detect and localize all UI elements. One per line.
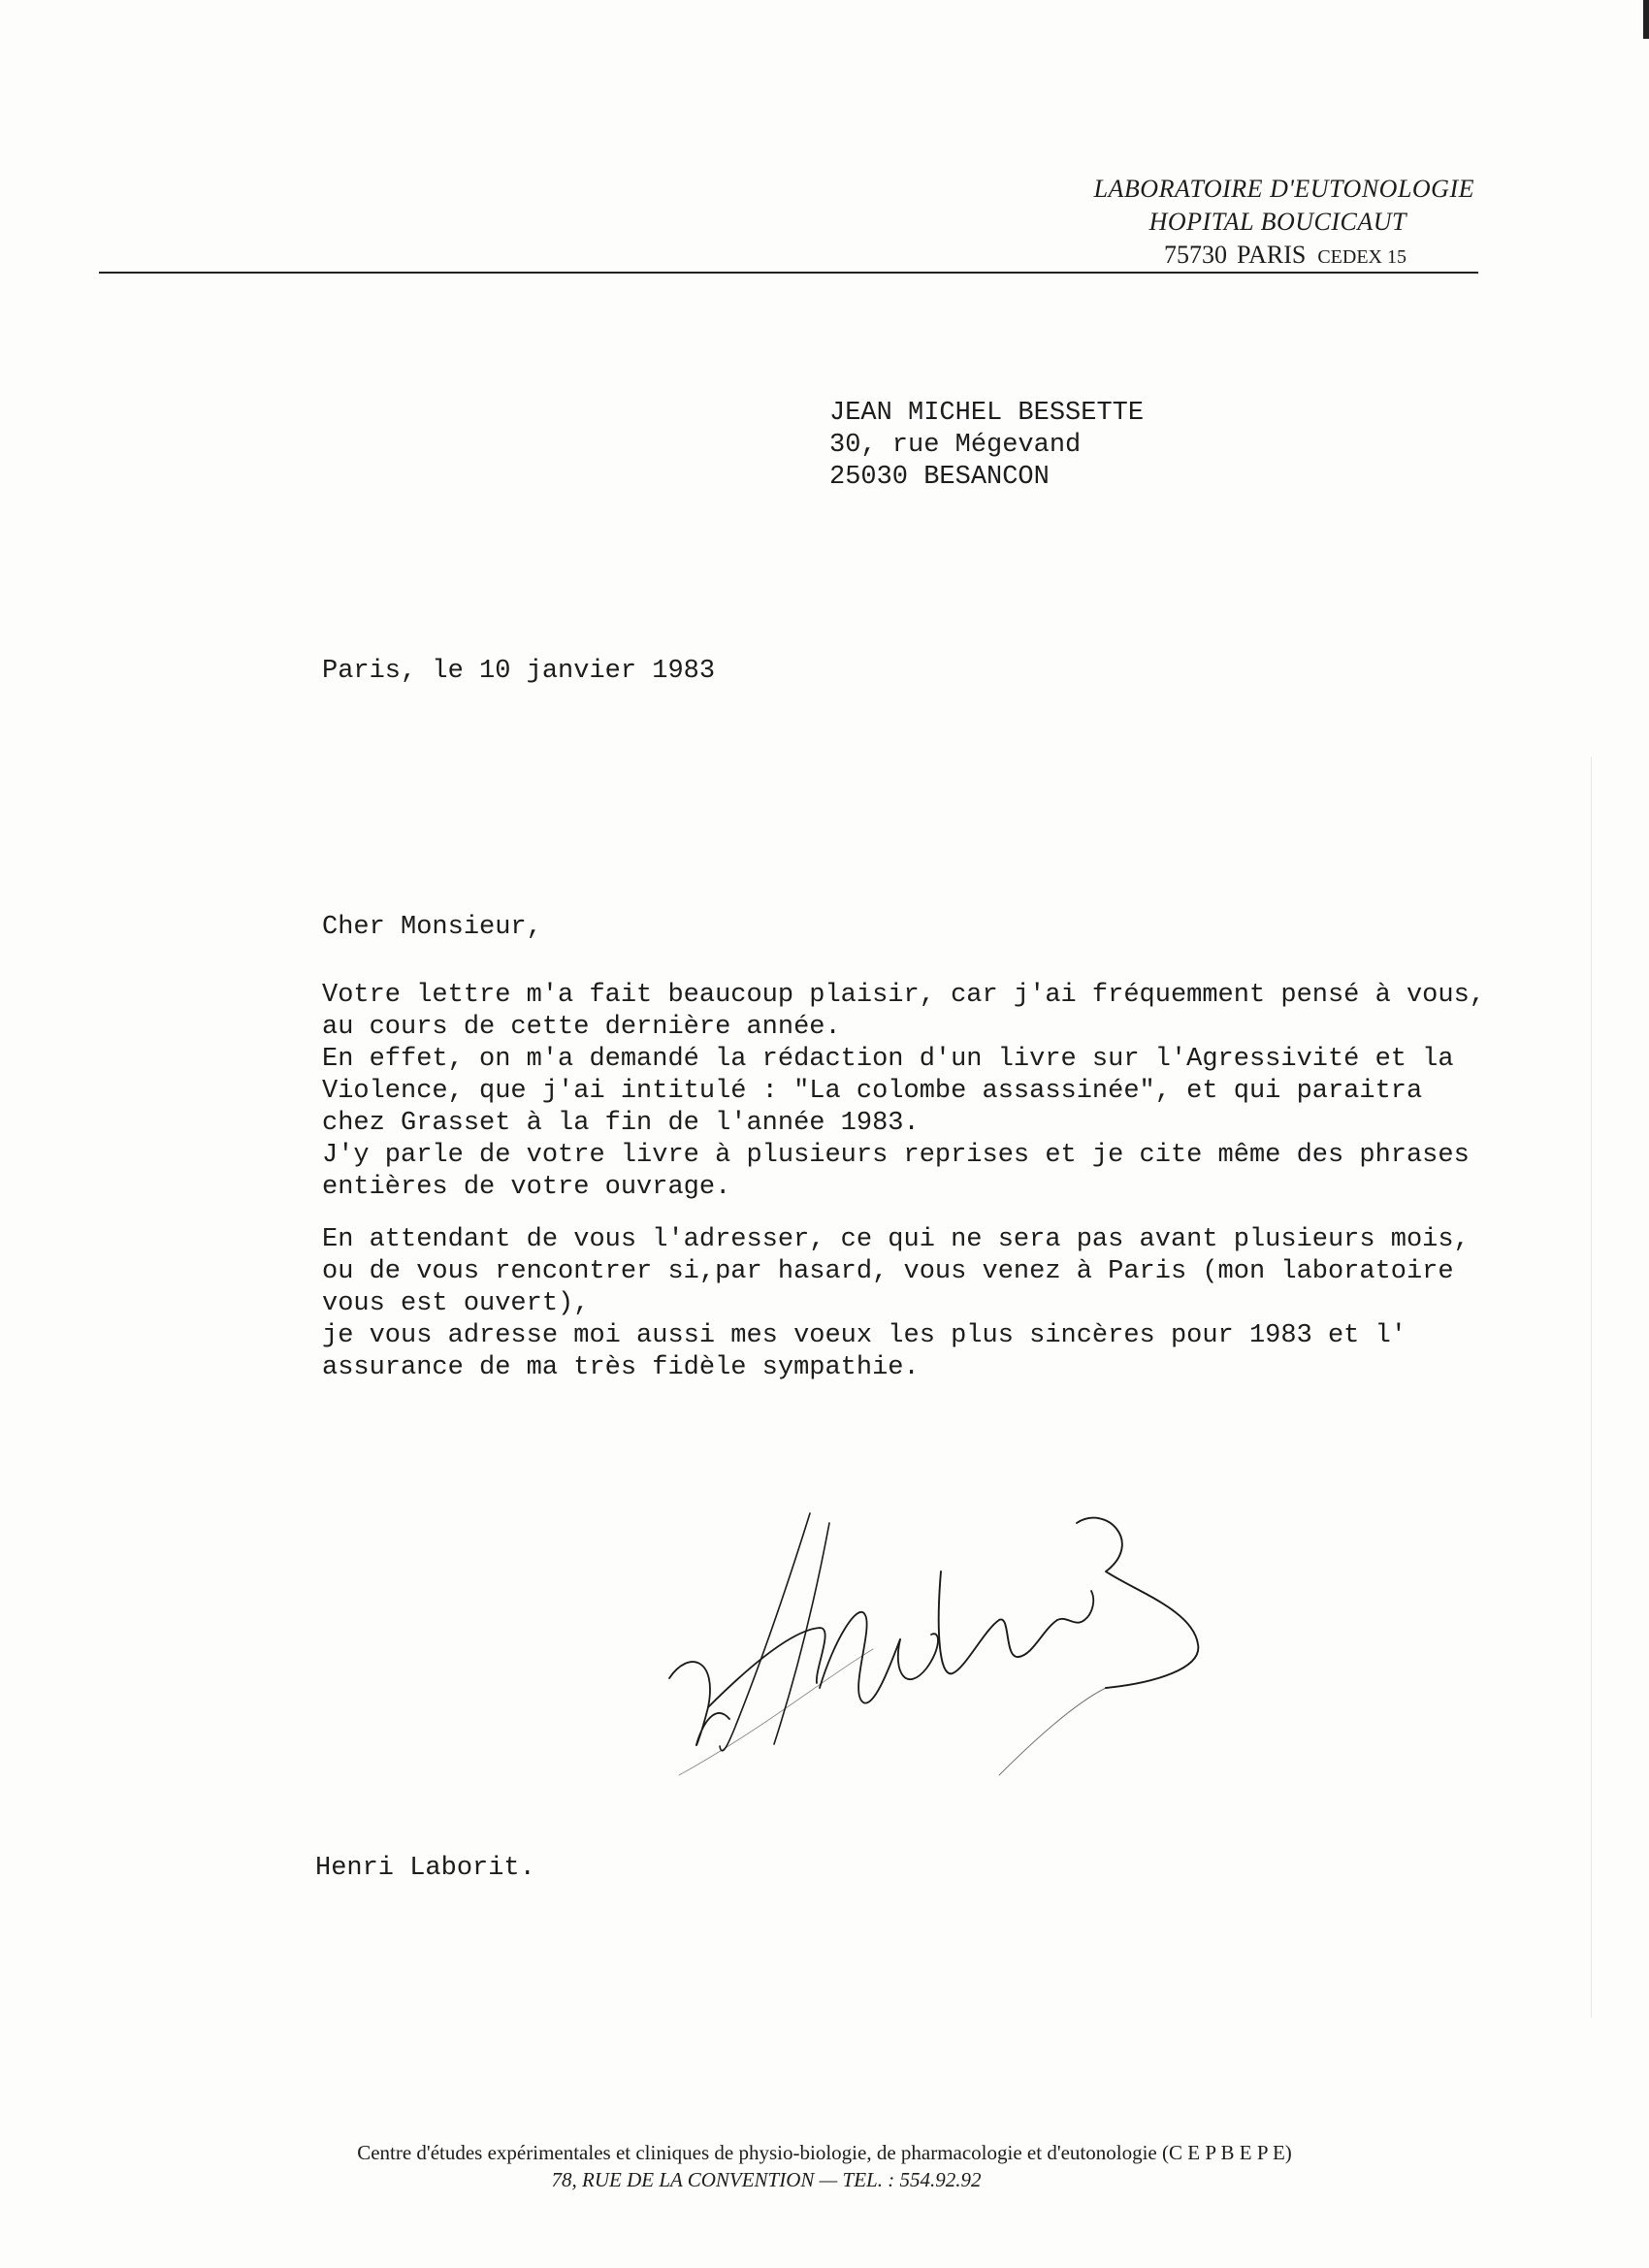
recipient-name: JEAN MICHEL BESSETTE: [829, 399, 1145, 428]
letterhead-cedex: CEDEX 15: [1317, 246, 1406, 268]
paragraph-line: au cours de cette dernière année.: [322, 1013, 841, 1042]
signatory-name: Henri Laborit.: [315, 1854, 535, 1883]
letterhead-address: [970, 239, 1474, 274]
scan-edge-mark: [1643, 0, 1649, 39]
salutation: Cher Monsieur,: [322, 913, 542, 942]
handwritten-signature: [650, 1484, 1348, 1804]
paper-fold-line: [1591, 757, 1592, 2018]
paragraph-line: entières de votre ouvrage.: [322, 1173, 731, 1202]
letterhead-hospital: HOPITAL BOUCICAUT: [1148, 208, 1406, 236]
paragraph-line: je vous adresse moi aussi mes voeux les plus sincères pour 1983 et l': [322, 1321, 1406, 1350]
letterhead-rule: [99, 272, 1478, 274]
letter-footer: [0, 2139, 1649, 2193]
paragraph-line: chez Grasset à la fin de l'année 1983.: [322, 1109, 920, 1138]
paragraph-line: En effet, on m'a demandé la rédaction d'un livre sur l'Agressivité et la: [322, 1045, 1454, 1074]
paragraph-line: Votre lettre m'a fait beaucoup plaisir, car j'ai fréquemment pensé à vous,: [322, 981, 1485, 1010]
letterhead-city: PARIS: [1237, 241, 1307, 269]
paragraph-line: ou de vous rencontrer si,par hasard, vous venez à Paris (mon laboratoire: [322, 1257, 1454, 1286]
paragraph-line: Violence, que j'ai intitulé : "La colombe assassinée", et qui paraitra: [322, 1077, 1423, 1106]
recipient-address: [829, 398, 1144, 494]
letterhead-postcode: 75730: [1164, 241, 1228, 269]
recipient-street: 30, rue Mégevand: [829, 431, 1082, 460]
letterhead: [970, 173, 1474, 274]
paragraph-line: En attendant de vous l'adresser, ce qui ne sera pas avant plusieurs mois,: [322, 1225, 1470, 1254]
recipient-city: 25030 BESANCON: [829, 463, 1050, 492]
footer-address: 78, RUE DE LA CONVENTION — TEL. : 554.92.92: [551, 2168, 982, 2191]
letterhead-lab-name: LABORATOIRE D'EUTONOLOGIE: [1093, 175, 1474, 203]
paragraph-line: assurance de ma très fidèle sympathie.: [322, 1353, 920, 1382]
paragraph-1: [322, 980, 1485, 1204]
paragraph-line: vous est ouvert),: [322, 1289, 590, 1318]
paragraph-2: [322, 1224, 1470, 1384]
letter-date: Paris, le 10 janvier 1983: [322, 657, 716, 686]
paragraph-line: J'y parle de votre livre à plusieurs reprises et je cite même des phrases: [322, 1141, 1470, 1170]
footer-institution: Centre d'études expérimentales et cliniques de physio-biologie, de pharmacologie et d'eutonologie (C E P B E P E): [357, 2141, 1292, 2164]
